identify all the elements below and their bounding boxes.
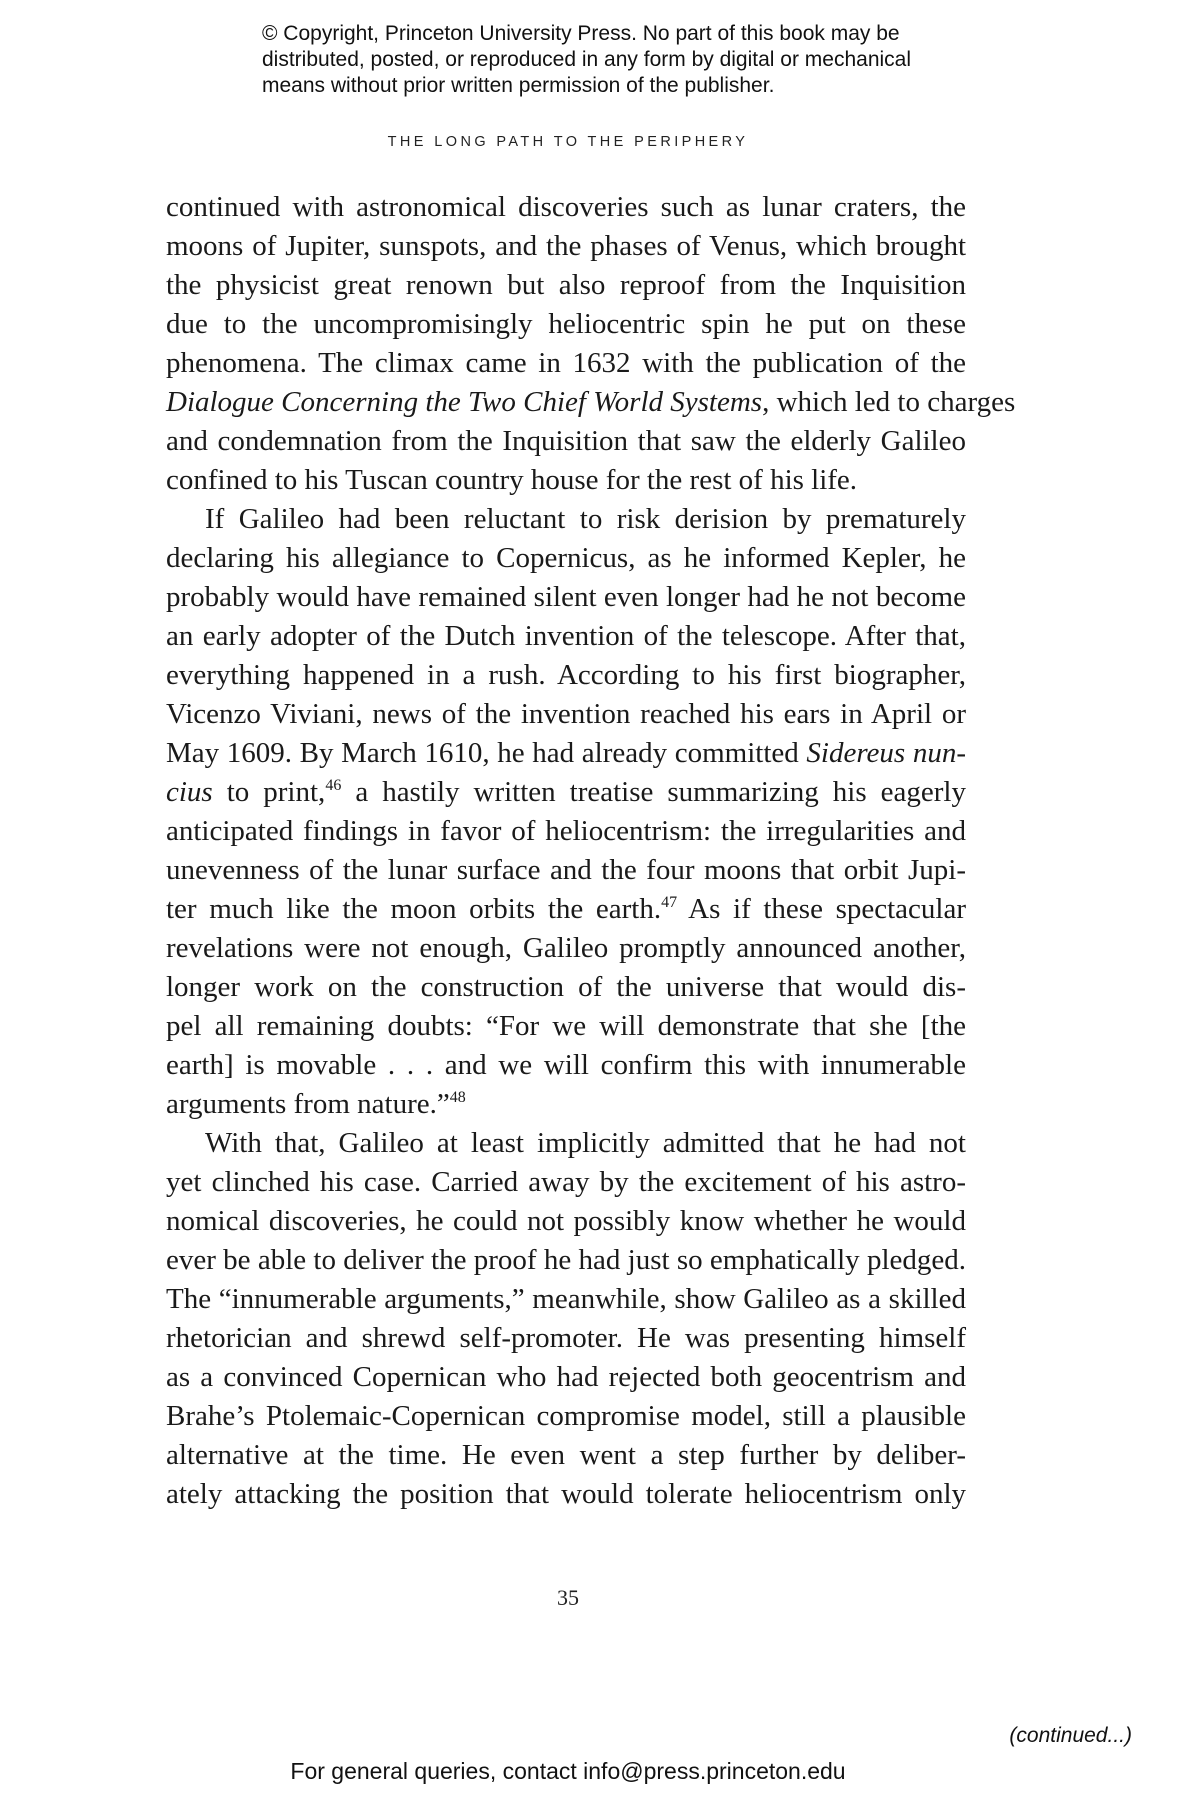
paragraph-2 bbox=[166, 500, 966, 1124]
text-line: confined to his Tuscan country house for the rest of his life. bbox=[166, 464, 858, 496]
text-line: Vicenzo Viviani, news of the invention reached his ears in April or bbox=[166, 698, 966, 730]
paragraph-1 bbox=[166, 188, 1016, 500]
text-line: longer work on the construction of the universe that would dis- bbox=[166, 971, 966, 1003]
text-line: rhetorician and shrewd self-promoter. He was presenting himself bbox=[166, 1322, 966, 1354]
text-line: an early adopter of the Dutch invention of the telescope. After that, bbox=[166, 620, 966, 652]
text-line: continued with astronomical discoveries such as lunar craters, the bbox=[166, 191, 966, 223]
text-line: alternative at the time. He even went a step further by deliber- bbox=[166, 1439, 966, 1471]
text-line: ately attacking the position that would tolerate heliocentrism only bbox=[166, 1478, 966, 1510]
text-line: anticipated findings in favor of heliocentrism: the irregularities and bbox=[166, 815, 966, 847]
text-line: declaring his allegiance to Copernicus, as he informed Kepler, he bbox=[166, 542, 966, 574]
text-line: With that, Galileo at least implicitly admitted that he had not bbox=[205, 1127, 966, 1159]
text-segment: As if these spectacular bbox=[677, 893, 967, 925]
text-line bbox=[166, 890, 966, 929]
paragraph-3 bbox=[166, 1124, 966, 1514]
text-line: revelations were not enough, Galileo promptly announced another, bbox=[166, 932, 966, 964]
footnote-ref-48[interactable]: 48 bbox=[449, 1089, 466, 1106]
text-line: pel all remaining doubts: “For we will demonstrate that she [the bbox=[166, 1010, 966, 1042]
copyright-notice bbox=[262, 21, 1022, 99]
text-line: everything happened in a rush. According to his first biographer, bbox=[166, 659, 966, 691]
copyright-line: distributed, posted, or reproduced in any form by digital or mechanical bbox=[262, 48, 912, 71]
body-text bbox=[166, 188, 1016, 1514]
text-line: yet clinched his case. Carried away by the excitement of his astro- bbox=[166, 1166, 966, 1198]
book-title: Dialogue Concerning the Two Chief World Systems bbox=[166, 386, 763, 418]
text-line: probably would have remained silent even longer had he not become bbox=[166, 581, 966, 613]
text-line: unevenness of the lunar surface and the four moons that orbit Jupi- bbox=[166, 854, 966, 886]
text-segment: , which led to charges bbox=[762, 386, 1016, 418]
text-segment: arguments from nature.” bbox=[166, 1088, 450, 1120]
footnote-ref-46[interactable]: 46 bbox=[325, 777, 342, 794]
text-line: The “innumerable arguments,” meanwhile, show Galileo as a skilled bbox=[166, 1283, 966, 1315]
text-line bbox=[166, 773, 966, 812]
text-line: ever be able to deliver the proof he had just so emphatically pledged. bbox=[166, 1244, 966, 1276]
footnote-ref-47[interactable]: 47 bbox=[661, 894, 678, 911]
running-head: THE LONG PATH TO THE PERIPHERY bbox=[387, 134, 749, 150]
text-line: phenomena. The climax came in 1632 with the publication of the bbox=[166, 347, 966, 379]
text-line: and condemnation from the Inquisition that saw the elderly Galileo bbox=[166, 425, 966, 457]
book-title: Sidereus nun- bbox=[806, 737, 966, 769]
text-segment: ter much like the moon orbits the earth. bbox=[166, 893, 662, 925]
text-segment: May 1609. By March 1610, he had already committed bbox=[166, 737, 807, 769]
text-line: the physicist great renown but also reproof from the Inquisition bbox=[166, 269, 966, 301]
footer-contact: For general queries, contact info@press.princeton.edu bbox=[290, 1758, 846, 1784]
book-title: cius bbox=[166, 776, 213, 808]
continued-label: (continued...) bbox=[1009, 1724, 1132, 1747]
text-line: Brahe’s Ptolemaic-Copernican compromise model, still a plausible bbox=[166, 1400, 966, 1432]
text-line: due to the uncompromisingly heliocentric spin he put on these bbox=[166, 308, 966, 340]
text-line bbox=[166, 1085, 966, 1124]
text-segment: a hastily written treatise summarizing his eagerly bbox=[341, 776, 966, 808]
text-segment: to print, bbox=[212, 776, 326, 808]
copyright-line: © Copyright, Princeton University Press. No part of this book may be bbox=[262, 22, 900, 45]
copyright-line: means without prior written permission of the publisher. bbox=[262, 74, 775, 97]
text-line: as a convinced Copernican who had rejected both geocentrism and bbox=[166, 1361, 966, 1393]
text-line: If Galileo had been reluctant to risk derision by prematurely bbox=[205, 503, 966, 535]
text-line: nomical discoveries, he could not possibly know whether he would bbox=[166, 1205, 966, 1237]
text-line: moons of Jupiter, sunspots, and the phases of Venus, which brought bbox=[166, 230, 966, 262]
page-number: 35 bbox=[557, 1585, 579, 1610]
text-line: earth] is movable . . . and we will confirm this with innumerable bbox=[166, 1049, 966, 1081]
text-line bbox=[166, 383, 1016, 422]
text-line bbox=[166, 734, 966, 773]
